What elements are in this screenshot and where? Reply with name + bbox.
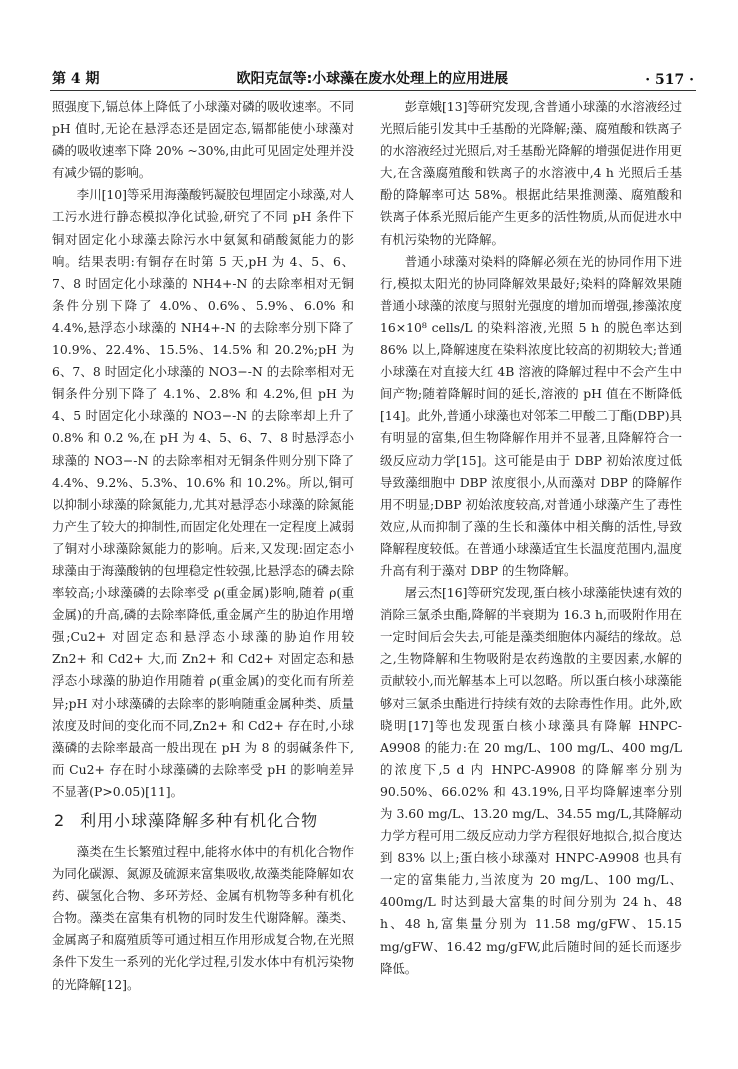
paragraph: 彭章娥[13]等研究发现,含普通小球藻的水溶液经过光照后能引发其中壬基酚的光降解;藻、腐殖酸和铁离子的水溶液经过光照后,对壬基酚光降解的增强促进作用更大,在含藻腐殖酸和铁离子的水溶液中,4 h 光照后壬基酚的降解率可达 58%。根据此结果推测藻、腐殖酸和铁离子体系光照后能产生更多的活性物质,从而促进水中有机污染物的光降解。	[380, 99, 682, 247]
section-number: 2	[54, 811, 66, 830]
page-number: · 517 ·	[645, 72, 694, 88]
paragraph: 屠云杰[16]等研究发现,蛋白核小球藻能快速有效的消除三氯杀虫酯,降解的半衰期为 16.3 h,而吸附作用在一定时间后会失去,可能是藻类细胞体内凝结的缘故。总之,生物降解和生物吸附是农药逸散的主要因素,水解的贡献较小,而光解基本上可以忽略。所以蛋白核小球藻能够对三氯杀虫酯进行持续有效的去除毒性作用。此外,欧晓明[17]等也发现蛋白核小球藻具有降解 HNPC-A9908 的能力:在 20 mg/L、100 mg/L、400 mg/L 的浓度下,5 d 内 HNPC-A9908 的降解率分别为 90.50%、66.02% 和 43.19%,日平均降解速率分别为 3.60 mg/L、13.20 mg/L、34.55 mg/L,其降解动力学方程可用二级反应动力学方程很好地拟合,拟合度达到 83% 以上;蛋白核小球藻对 HNPC-A9908 也具有一定的富集能力,当浓度为 20 mg/L、100 mg/L、400mg/L 时达到最大富集的时间分别为 24 h、48 h、48 h,富集量分别为 11.58 mg/gFW、15.15 mg/gFW、16.42 mg/gFW,此后随时间的延长而逐步降低。	[380, 585, 682, 976]
section-heading	[52, 809, 354, 833]
issue-number: 第 4 期	[52, 71, 100, 87]
paragraph: 藻类在生长繁殖过程中,能将水体中的有机化合物作为同化碳源、氮源及硫源来富集吸收,故藻类能降解如农药、碳氢化合物、多环芳烃、金属有机物等多种有机化合物。藻类在富集有机物的同时发生代谢降解。藻类、金属离子和腐殖质等可通过相互作用形成复合物,在光照条件下发生一系列的光化学过程,引发水体中有机污染物的光降解[12]。	[52, 844, 354, 992]
paragraph: 李川[10]等采用海藻酸钙凝胶包埋固定小球藻,对人工污水进行静态模拟净化试验,研究了不同 pH 条件下铜对固定化小球藻去除污水中氨氮和硝酸氮能力的影响。结果表明:有铜存在时第 5 天,pH 为 4、5、6、7、8 时固定化小球藻的 NH4+-N 的去除率相对无铜条件分别下降了 4.0%、0.6%、5.9%、6.0% 和 4.4%,悬浮态小球藻的 NH4+-N 的去除率分别下降了 10.9%、22.4%、15.5%、14.5% 和 20.2%;pH 为 6、7、8 时固定化小球藻的 NO3−-N 的去除率相对无铜条件分别下降了 4.1%、2.8% 和 4.2%,但 pH 为 4、5 时固定化小球藻的 NO3−-N 的去除率却上升了 0.8% 和 0.2 %,在 pH 为 4、5、6、7、8 时悬浮态小球藻的 NO3−-N 的去除率相对无铜条件则分别下降了 4.4%、9.2%、5.3%、10.6% 和 10.2%。所以,铜可以抑制小球藻的除氮能力,尤其对悬浮态小球藻的除氮能力产生了较大的抑制性,而固定化处理在一定程度上减弱了铜对小球藻除氮能力的影响。后来,又发现:固定态小球藻由于海藻酸钠的包埋稳定性较强,比悬浮态的磷去除率较高;小球藻磷的去除率受 ρ(重金属)影响,随着 ρ(重金属)的升高,磷的去除率降低,重金属产生的胁迫作用增强;Cu2+ 对固定态和悬浮态小球藻的胁迫作用较 Zn2+ 和 Cd2+ 大,而 Zn2+ 和 Cd2+ 对固定态和悬浮态小球藻的胁迫作用随着 ρ(重金属)的变化而有所差异;pH 对小球藻磷的去除率的影响随重金属种类、质量浓度及时间的变化而不同,Zn2+ 和 Cd2+ 存在时,小球藻磷的去除率最高一般出现在 pH 为 8 的弱碱条件下,而 Cu2+ 存在时小球藻磷的去除率受 pH 的影响差异不显著(P>0.05)[11]。	[52, 187, 354, 799]
left-column	[52, 96, 354, 996]
running-header	[52, 62, 694, 88]
right-column	[380, 96, 682, 980]
section-title: 利用小球藻降解多种有机化合物	[80, 811, 319, 830]
running-title: 欧阳克氙等:小球藻在废水处理上的应用进展	[236, 71, 509, 87]
paragraph: 照强度下,镉总体上降低了小球藻对磷的吸收速率。不同 pH 值时,无论在悬浮态还是固定态,镉都能使小球藻对磷的吸收速率下降 20% ~30%,由此可见固定处理并没有减少镉的影响。	[52, 99, 354, 181]
paragraph: 普通小球藻对染料的降解必须在光的协同作用下进行,模拟太阳光的协同降解效果最好;染料的降解效果随普通小球藻的浓度与照射光强度的增加而增强,掺藻浓度 16×10⁸ cells/L 的染料溶液,光照 5 h 的脱色率达到 86% 以上,降解速度在染料浓度比较高的初期较大;普通小球藻在对直接大红 4B 溶液的降解过程中不会产生中间产物;随着降解时间的延长,溶液的 pH 值在不断降低[14]。此外,普通小球藻也对邻苯二甲酸二丁酯(DBP)具有明显的富集,但生物降解作用并不显著,且降解符合一级反应动力学[15]。这可能是由于 DBP 初始浓度过低导致藻细胞中 DBP 浓度很小,从而藻对 DBP 的降解作用不明显;DBP 初始浓度较高,对普通小球藻产生了毒性效应,从而抑制了藻的生长和藻体中相关酶的活性,导致降解程度较低。在普通小球藻适宜生长温度范围内,温度升高有利于藻对 DBP 的生物降解。	[380, 253, 682, 578]
header-rule	[50, 90, 696, 91]
